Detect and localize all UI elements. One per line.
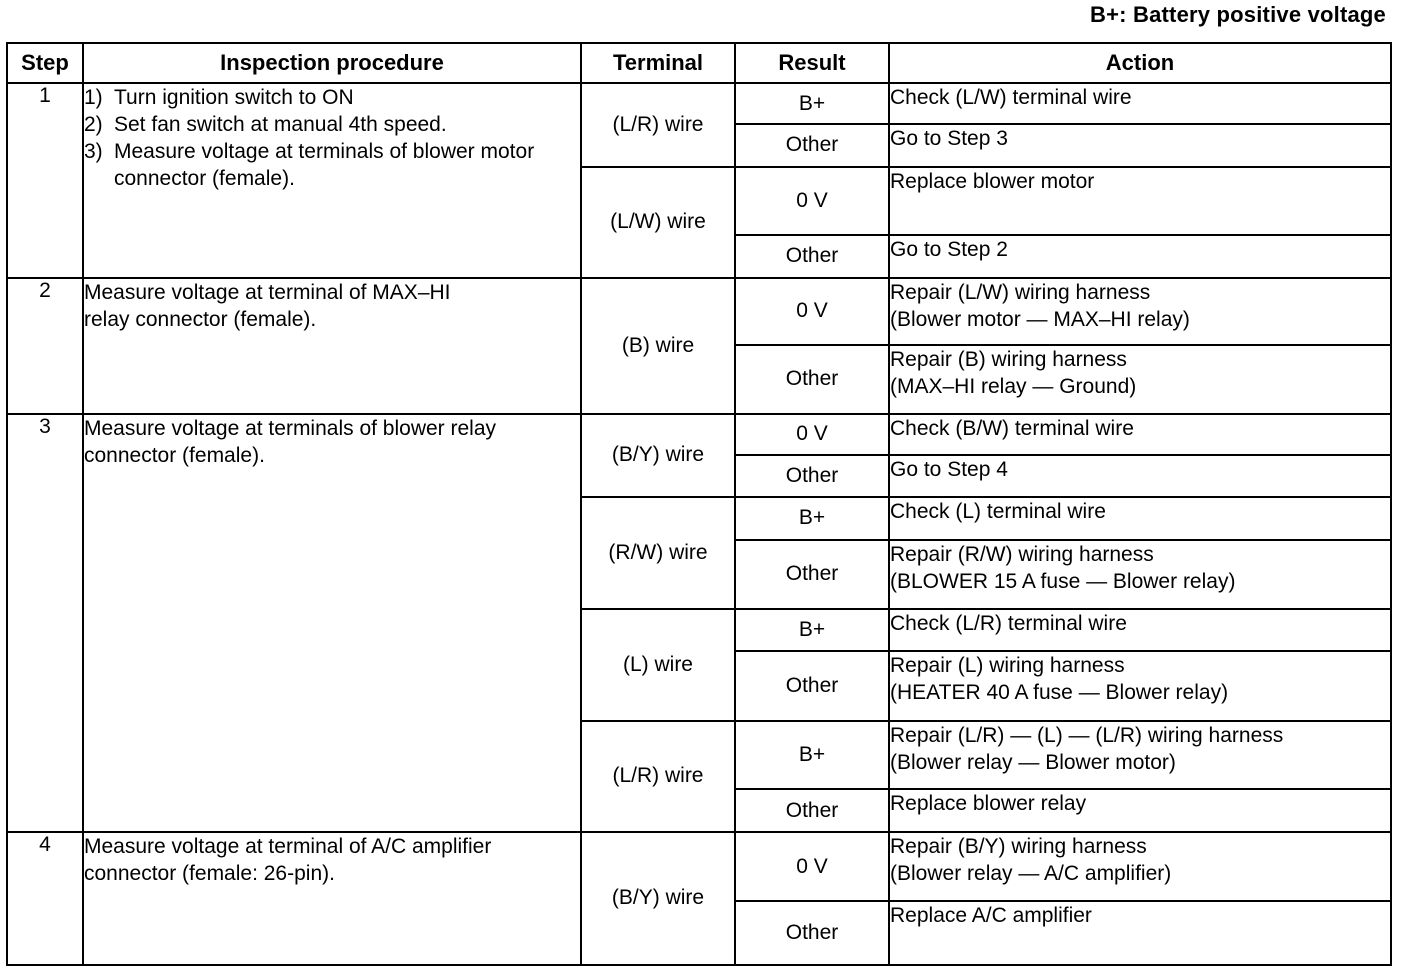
terminal-cell: (B/Y) wire xyxy=(581,414,735,498)
action-cell: Replace blower motor xyxy=(889,167,1391,236)
action-cell: Repair (R/W) wiring harness (BLOWER 15 A fuse — Blower relay) xyxy=(889,540,1391,610)
procedure-cell: Measure voltage at terminals of blower relay connector (female). xyxy=(83,414,581,832)
action-cell: Check (B/W) terminal wire xyxy=(889,414,1391,455)
header-result: Result xyxy=(735,43,889,83)
result-cell: 0 V xyxy=(735,278,889,346)
procedure-item: 1) Turn ignition switch to ON xyxy=(84,86,354,109)
terminal-cell: (B) wire xyxy=(581,278,735,414)
action-cell: Check (L/R) terminal wire xyxy=(889,609,1391,651)
action-cell: Check (L) terminal wire xyxy=(889,497,1391,539)
result-cell: 0 V xyxy=(735,167,889,236)
result-cell: Other xyxy=(735,455,889,497)
step-number: 1 xyxy=(7,83,83,278)
action-cell: Go to Step 2 xyxy=(889,235,1391,277)
action-cell: Repair (B) wiring harness (MAX–HI relay — Ground) xyxy=(889,345,1391,414)
procedure-cell: Measure voltage at terminal of A/C amplifier connector (female: 26-pin). xyxy=(83,832,581,965)
table-row xyxy=(7,832,1391,902)
action-cell: Repair (B/Y) wiring harness (Blower relay — A/C amplifier) xyxy=(889,832,1391,902)
action-cell: Repair (L/W) wiring harness (Blower motor — MAX–HI relay) xyxy=(889,278,1391,346)
terminal-cell: (B/Y) wire xyxy=(581,832,735,965)
inspection-table xyxy=(6,42,1392,966)
result-cell: Other xyxy=(735,540,889,610)
result-cell: B+ xyxy=(735,497,889,539)
terminal-cell: (L/R) wire xyxy=(581,721,735,832)
table-row xyxy=(7,278,1391,346)
result-cell: 0 V xyxy=(735,832,889,902)
header-action: Action xyxy=(889,43,1391,83)
result-cell: B+ xyxy=(735,83,889,124)
procedure-cell xyxy=(83,83,581,278)
action-cell: Go to Step 4 xyxy=(889,455,1391,497)
action-cell: Go to Step 3 xyxy=(889,124,1391,166)
result-cell: Other xyxy=(735,789,889,831)
result-cell: Other xyxy=(735,235,889,277)
result-cell: Other xyxy=(735,901,889,965)
header-terminal: Terminal xyxy=(581,43,735,83)
action-cell: Check (L/W) terminal wire xyxy=(889,83,1391,124)
terminal-cell: (L) wire xyxy=(581,609,735,721)
step-number: 4 xyxy=(7,832,83,965)
action-cell: Replace blower relay xyxy=(889,789,1391,831)
procedure-cell: Measure voltage at terminal of MAX–HI relay connector (female). xyxy=(83,278,581,414)
result-cell: 0 V xyxy=(735,414,889,455)
legend-note: B+: Battery positive voltage xyxy=(1090,2,1386,27)
header-step: Step xyxy=(7,43,83,83)
action-cell: Repair (L) wiring harness (HEATER 40 A fuse — Blower relay) xyxy=(889,651,1391,721)
terminal-cell: (R/W) wire xyxy=(581,497,735,609)
table-row xyxy=(7,414,1391,455)
result-cell: Other xyxy=(735,345,889,414)
header-procedure: Inspection procedure xyxy=(83,43,581,83)
terminal-cell: (L/W) wire xyxy=(581,167,735,278)
result-cell: Other xyxy=(735,651,889,721)
terminal-cell: (L/R) wire xyxy=(581,83,735,167)
result-cell: Other xyxy=(735,124,889,166)
result-cell: B+ xyxy=(735,721,889,790)
action-cell: Repair (L/R) — (L) — (L/R) wiring harness (Blower relay — Blower motor) xyxy=(889,721,1391,790)
procedure-item: 3) Measure voltage at terminals of blower motor connector (female). xyxy=(84,140,535,190)
table-row xyxy=(7,83,1391,124)
header-row xyxy=(7,43,1391,83)
result-cell: B+ xyxy=(735,609,889,651)
step-number: 2 xyxy=(7,278,83,414)
action-cell: Replace A/C amplifier xyxy=(889,901,1391,965)
step-number: 3 xyxy=(7,414,83,832)
procedure-item: 2) Set fan switch at manual 4th speed. xyxy=(84,113,447,136)
